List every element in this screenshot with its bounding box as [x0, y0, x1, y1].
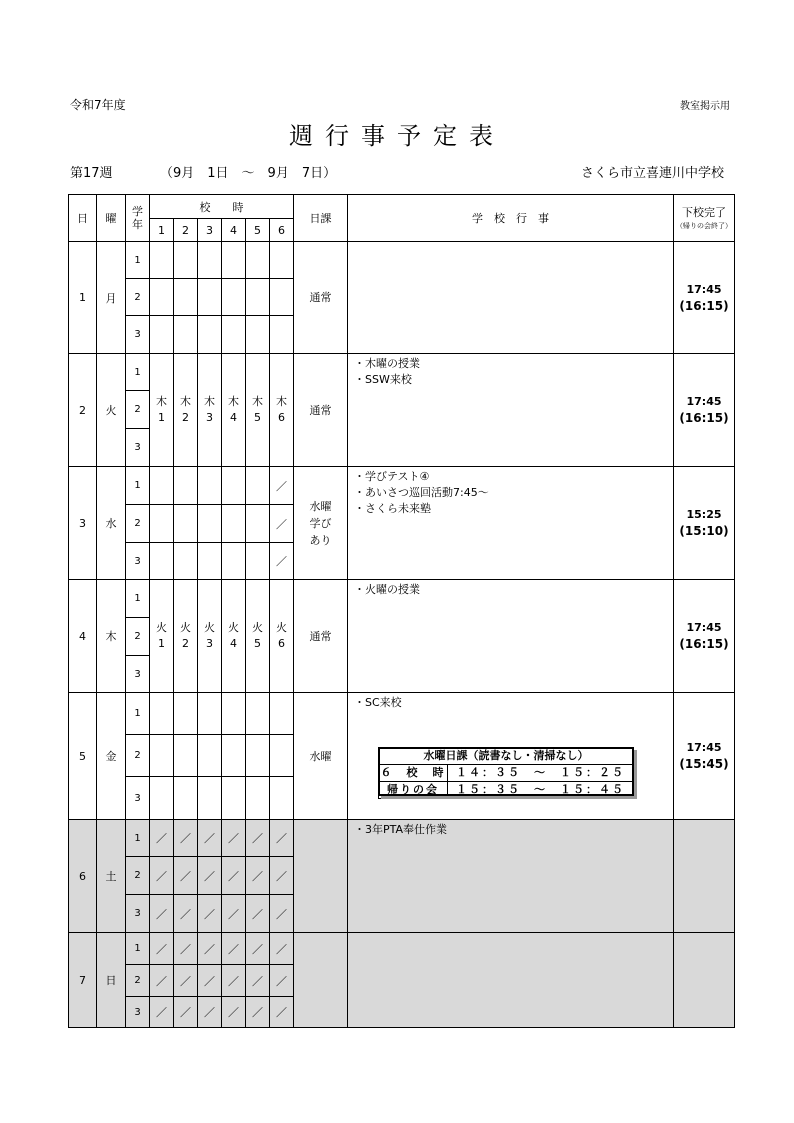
- period-cell: ／: [174, 965, 198, 997]
- weekday: 日: [97, 933, 126, 1028]
- table-row: [69, 467, 735, 505]
- period-cell: ／: [174, 895, 198, 933]
- period-cell: [270, 735, 294, 777]
- homeroom-end-time: (16:15): [679, 637, 729, 651]
- page-title: 週行事予定表: [289, 122, 505, 150]
- period-cell: [198, 279, 222, 316]
- school-name: さくら市立喜連川中学校: [580, 166, 724, 181]
- day-number: 5: [69, 693, 97, 820]
- period-cell: [246, 505, 270, 543]
- grade-cell: 1: [126, 580, 150, 618]
- week-number: 第17週: [70, 166, 113, 181]
- day-number: 2: [69, 354, 97, 467]
- period-cell: 木 5: [246, 354, 270, 467]
- nikka-cell: 通常: [294, 242, 348, 354]
- period-cell: ／: [222, 997, 246, 1028]
- period-cell: [150, 693, 174, 735]
- period-cell: ／: [198, 933, 222, 965]
- weekday: 火: [97, 354, 126, 467]
- homeroom-end-time: (15:10): [679, 524, 729, 538]
- period-cell: ／: [270, 933, 294, 965]
- period-cell: [150, 279, 174, 316]
- event-item: ・SSW来校: [354, 373, 412, 386]
- period-cell: ／: [246, 895, 270, 933]
- period-cell: ／: [246, 933, 270, 965]
- period-cell: [222, 735, 246, 777]
- leave-time: 17:45: [686, 282, 722, 296]
- grade-cell: 2: [126, 965, 150, 997]
- leave-time-cell: [674, 933, 735, 1028]
- grade-cell: 1: [126, 693, 150, 735]
- weekday: 水: [97, 467, 126, 580]
- period-cell: [150, 777, 174, 820]
- period-cell: [174, 777, 198, 820]
- leave-time-cell: [674, 242, 735, 354]
- period-cell: [246, 467, 270, 505]
- period-cell: [198, 543, 222, 580]
- period-cell: ／: [150, 933, 174, 965]
- header-grade: 学 年: [126, 195, 150, 242]
- period-cell: [174, 316, 198, 354]
- weekday: 木: [97, 580, 126, 693]
- grade-cell: 2: [126, 857, 150, 895]
- grade-cell: 3: [126, 895, 150, 933]
- weekday: 土: [97, 820, 126, 933]
- nikka-cell: 水曜: [294, 693, 348, 820]
- period-cell: ／: [270, 895, 294, 933]
- period-cell: 木 3: [198, 354, 222, 467]
- period-cell: ／: [246, 965, 270, 997]
- header-period-4: 4: [222, 219, 246, 242]
- period-cell: ／: [174, 933, 198, 965]
- event-item: ・SC来校: [354, 696, 402, 709]
- period-cell: [222, 242, 246, 279]
- events-cell: [348, 933, 674, 1028]
- period-cell: [198, 693, 222, 735]
- header-periods: 校 時: [150, 195, 294, 219]
- homeroom-end-time: (16:15): [679, 298, 729, 313]
- events-cell: [348, 242, 674, 354]
- leave-time-cell: [674, 467, 735, 580]
- period-cell: 火 4: [222, 580, 246, 693]
- period-cell: ／: [270, 505, 294, 543]
- period-cell: [174, 242, 198, 279]
- event-item: ・3年PTA奉仕作業: [354, 823, 448, 836]
- table-row: [69, 354, 735, 391]
- table-row: [69, 242, 735, 279]
- period-cell: ／: [222, 965, 246, 997]
- period-cell: [222, 777, 246, 820]
- header-leave-title: 下校完了: [682, 206, 726, 219]
- period-cell: ／: [270, 543, 294, 580]
- period-cell: ／: [174, 857, 198, 895]
- leave-time-cell: [674, 820, 735, 933]
- period-cell: ／: [270, 820, 294, 857]
- period-cell: ／: [270, 965, 294, 997]
- header-period-3: 3: [198, 219, 222, 242]
- period-cell: 火 1: [150, 580, 174, 693]
- period-cell: ／: [270, 997, 294, 1028]
- period-cell: [222, 467, 246, 505]
- events-cell: [348, 354, 674, 467]
- period-cell: [198, 735, 222, 777]
- wednesday-schedule-label: 帰りの会: [379, 782, 448, 799]
- period-cell: [270, 279, 294, 316]
- period-cell: [246, 279, 270, 316]
- period-cell: ／: [150, 820, 174, 857]
- period-cell: [198, 316, 222, 354]
- period-cell: [270, 777, 294, 820]
- period-cell: [198, 505, 222, 543]
- event-item: ・火曜の授業: [354, 583, 420, 596]
- event-item: ・あいさつ巡回活動7:45～: [354, 486, 489, 499]
- grade-cell: 2: [126, 391, 150, 429]
- period-cell: ／: [150, 895, 174, 933]
- period-cell: ／: [198, 820, 222, 857]
- table-row: [69, 693, 735, 735]
- wednesday-schedule-box: [378, 747, 634, 799]
- day-number: 3: [69, 467, 97, 580]
- period-cell: [222, 505, 246, 543]
- fiscal-year-label: 令和7年度: [70, 98, 126, 112]
- period-cell: 木 2: [174, 354, 198, 467]
- period-cell: [246, 777, 270, 820]
- period-cell: ／: [174, 997, 198, 1028]
- grade-cell: 3: [126, 997, 150, 1028]
- leave-time: 17:45: [686, 741, 722, 754]
- period-cell: [246, 242, 270, 279]
- grade-cell: 1: [126, 467, 150, 505]
- period-cell: ／: [150, 997, 174, 1028]
- period-cell: ／: [246, 997, 270, 1028]
- period-cell: ／: [150, 965, 174, 997]
- table-row: [69, 933, 735, 965]
- period-cell: ／: [222, 857, 246, 895]
- homeroom-end-time: (16:15): [679, 411, 729, 425]
- events-cell: [348, 693, 674, 820]
- nikka-cell: [294, 820, 348, 933]
- period-cell: [150, 505, 174, 543]
- period-cell: ／: [222, 820, 246, 857]
- board-use-label: 教室掲示用: [680, 101, 730, 112]
- period-cell: [246, 735, 270, 777]
- header-period-5: 5: [246, 219, 270, 242]
- wednesday-schedule-title: 水曜日課（読書なし・清掃なし）: [379, 748, 634, 765]
- header-events: 学 校 行 事: [348, 195, 674, 242]
- period-cell: 火 6: [270, 580, 294, 693]
- header-leave: [674, 195, 735, 242]
- grade-cell: 3: [126, 543, 150, 580]
- nikka-cell: 水曜 学び あり: [294, 467, 348, 580]
- period-cell: 木 1: [150, 354, 174, 467]
- leave-time: 17:45: [686, 621, 722, 634]
- leave-time: 17:45: [686, 395, 722, 408]
- table-row: [69, 820, 735, 857]
- nikka-cell: 通常: [294, 580, 348, 693]
- grade-cell: 2: [126, 505, 150, 543]
- period-cell: ／: [246, 820, 270, 857]
- wednesday-schedule-label: ６ 校 時: [379, 765, 448, 782]
- wednesday-schedule-time: １５：３５ ～ １５：４５: [448, 782, 634, 799]
- grade-cell: 3: [126, 656, 150, 693]
- period-cell: ／: [222, 933, 246, 965]
- period-cell: [222, 279, 246, 316]
- period-cell: [246, 693, 270, 735]
- header-leave-sub: （帰りの会終了）: [676, 222, 732, 230]
- weekday: 金: [97, 693, 126, 820]
- grade-cell: 2: [126, 279, 150, 316]
- period-cell: [150, 316, 174, 354]
- period-cell: [150, 242, 174, 279]
- period-cell: [174, 693, 198, 735]
- period-cell: ／: [270, 467, 294, 505]
- period-cell: [174, 543, 198, 580]
- event-item: ・学びテスト④: [354, 470, 430, 483]
- grade-cell: 1: [126, 242, 150, 279]
- grade-cell: 3: [126, 316, 150, 354]
- period-cell: ／: [150, 857, 174, 895]
- period-cell: [150, 735, 174, 777]
- header-nikka: 日課: [294, 195, 348, 242]
- header-period-1: 1: [150, 219, 174, 242]
- period-cell: [246, 316, 270, 354]
- header-day: 日: [69, 195, 97, 242]
- grade-cell: 3: [126, 429, 150, 467]
- leave-time-cell: [674, 693, 735, 820]
- leave-time-cell: [674, 354, 735, 467]
- period-cell: [222, 543, 246, 580]
- day-number: 6: [69, 820, 97, 933]
- period-cell: ／: [174, 820, 198, 857]
- period-cell: ／: [198, 997, 222, 1028]
- grade-cell: 2: [126, 618, 150, 656]
- grade-cell: 1: [126, 933, 150, 965]
- period-cell: [222, 316, 246, 354]
- period-cell: [150, 543, 174, 580]
- period-cell: [222, 693, 246, 735]
- leave-time-cell: [674, 580, 735, 693]
- leave-time: 15:25: [686, 508, 722, 521]
- period-cell: ／: [222, 895, 246, 933]
- period-cell: ／: [246, 857, 270, 895]
- period-cell: 木 6: [270, 354, 294, 467]
- date-range: （9月 1日 ～ 9月 7日）: [160, 166, 337, 181]
- period-cell: [270, 316, 294, 354]
- period-cell: ／: [198, 857, 222, 895]
- period-cell: 火 5: [246, 580, 270, 693]
- events-cell: [348, 580, 674, 693]
- header-weekday: 曜: [97, 195, 126, 242]
- period-cell: ／: [198, 895, 222, 933]
- period-cell: ／: [270, 857, 294, 895]
- event-item: ・さくら未来塾: [354, 502, 431, 515]
- day-number: 7: [69, 933, 97, 1028]
- grade-cell: 1: [126, 354, 150, 391]
- table-row: [69, 580, 735, 618]
- period-cell: [198, 777, 222, 820]
- period-cell: 木 4: [222, 354, 246, 467]
- period-cell: [150, 467, 174, 505]
- day-number: 4: [69, 580, 97, 693]
- period-cell: [246, 543, 270, 580]
- period-cell: [198, 242, 222, 279]
- period-cell: [270, 693, 294, 735]
- grade-cell: 2: [126, 735, 150, 777]
- events-cell: [348, 467, 674, 580]
- wednesday-schedule-time: １４：３５ ～ １５：２５: [448, 765, 634, 782]
- period-cell: [270, 242, 294, 279]
- period-cell: ／: [198, 965, 222, 997]
- period-cell: [174, 735, 198, 777]
- homeroom-end-time: (15:45): [679, 757, 729, 771]
- grade-cell: 3: [126, 777, 150, 820]
- header-period-2: 2: [174, 219, 198, 242]
- event-item: ・木曜の授業: [354, 357, 420, 370]
- period-cell: [174, 467, 198, 505]
- period-cell: [174, 505, 198, 543]
- weekday: 月: [97, 242, 126, 354]
- grade-cell: 1: [126, 820, 150, 857]
- day-number: 1: [69, 242, 97, 354]
- nikka-cell: 通常: [294, 354, 348, 467]
- period-cell: [198, 467, 222, 505]
- period-cell: 火 2: [174, 580, 198, 693]
- period-cell: [174, 279, 198, 316]
- period-cell: 火 3: [198, 580, 222, 693]
- schedule-table: [68, 194, 735, 1028]
- events-cell: [348, 820, 674, 933]
- header-period-6: 6: [270, 219, 294, 242]
- nikka-cell: [294, 933, 348, 1028]
